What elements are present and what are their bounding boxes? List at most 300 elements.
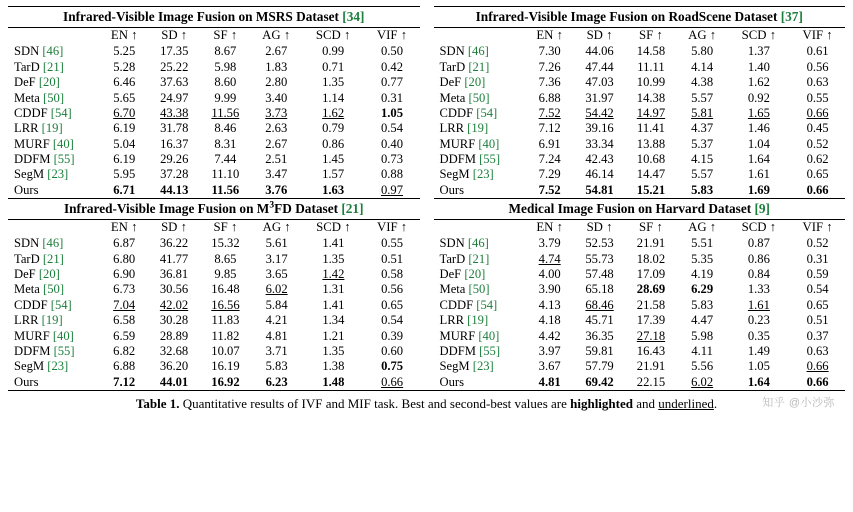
table-cell	[728, 167, 791, 182]
row-method-label	[434, 90, 526, 105]
cell-value: 4.19	[691, 267, 714, 282]
table-cell	[790, 252, 845, 267]
cell-value: 17.39	[636, 313, 666, 328]
cell-value: 31.78	[160, 121, 189, 136]
citation-msrs: [34]	[342, 9, 365, 24]
method-name: SegM	[439, 359, 470, 374]
table-row	[434, 60, 846, 75]
cell-value: 5.51	[691, 236, 714, 251]
table-row	[8, 328, 420, 343]
row-method-label	[8, 90, 100, 105]
method-name: MURF	[14, 136, 50, 151]
cell-value: 16.43	[636, 343, 666, 358]
table-cell	[574, 106, 625, 121]
cell-value: 14.47	[636, 167, 666, 182]
table-cell	[728, 252, 791, 267]
table-cell	[365, 267, 420, 282]
row-method-label	[434, 375, 526, 390]
method-name: MURF	[14, 328, 50, 343]
table-cell	[677, 121, 728, 136]
cell-value: 7.52	[538, 182, 561, 197]
table-cell	[251, 183, 302, 198]
table-cell	[302, 313, 365, 328]
table-block-m3fd	[8, 198, 427, 390]
method-citation: [54]	[476, 297, 498, 312]
table-cell	[526, 344, 574, 359]
table-cell	[148, 267, 199, 282]
table-cell	[100, 106, 148, 121]
table-cell	[790, 344, 845, 359]
cell-value: 0.31	[380, 90, 404, 105]
cell-value: 0.60	[381, 343, 404, 358]
cell-value: 30.56	[159, 282, 189, 297]
method-name: DDFM	[439, 343, 476, 358]
row-method-label	[8, 183, 100, 198]
table-cell	[200, 236, 251, 251]
table-cell	[200, 44, 251, 59]
cell-value: 1.45	[322, 152, 345, 166]
table-cell	[365, 75, 420, 90]
cell-value: 5.57	[691, 167, 714, 182]
cell-value: 15.32	[211, 236, 240, 251]
cell-value: 6.29	[691, 282, 714, 297]
header-scd: SCD ↑	[315, 28, 351, 43]
cell-value: 47.44	[585, 59, 614, 74]
method-citation: [19]	[467, 121, 489, 136]
table-cell	[677, 75, 728, 90]
table-cell	[200, 252, 251, 267]
table-block-harvard	[427, 198, 846, 390]
method-name: DDFM	[14, 152, 51, 166]
row-method-label	[434, 359, 526, 374]
table-cell	[200, 90, 251, 105]
table-cell	[526, 375, 574, 390]
cell-value: 0.86	[322, 136, 345, 151]
cell-value: 7.12	[538, 121, 561, 136]
table-cell	[677, 236, 728, 251]
cell-value: 0.37	[806, 328, 829, 343]
table-cell	[251, 44, 302, 59]
cell-value: 0.61	[806, 44, 829, 59]
table-cell	[526, 167, 574, 182]
method-citation: [54]	[50, 297, 72, 312]
header-scd: SCD ↑	[316, 220, 351, 235]
table-cell	[148, 252, 199, 267]
cell-value: 0.66	[806, 182, 829, 197]
method-name: DeF	[14, 267, 36, 282]
table-cell	[302, 375, 365, 390]
table-cell	[574, 167, 625, 182]
table-cell	[302, 106, 365, 121]
cell-value: 21.91	[636, 236, 666, 251]
cell-value: 36.20	[159, 359, 189, 374]
method-citation: [40]	[478, 136, 500, 151]
header-sd: SD ↑	[586, 28, 613, 43]
table-cell	[365, 313, 420, 328]
table-cell	[200, 298, 251, 313]
table-cell	[574, 60, 625, 75]
cell-value: 37.63	[160, 75, 189, 90]
tables-bottom-row	[8, 198, 845, 390]
cell-value: 5.95	[113, 167, 136, 182]
table-cell	[526, 267, 574, 282]
citation-m3fd: [21]	[341, 200, 364, 216]
table-cell	[728, 298, 791, 313]
table-cell	[200, 136, 251, 151]
table-cell	[526, 121, 574, 136]
cell-value: 0.66	[806, 359, 829, 374]
cell-value: 17.35	[160, 44, 189, 59]
table-cell	[574, 267, 625, 282]
cell-value: 0.65	[806, 167, 829, 182]
method-name: DeF	[439, 267, 462, 282]
row-method-label	[8, 106, 100, 121]
cell-value: 6.71	[113, 182, 136, 197]
cell-value: 4.37	[691, 121, 714, 136]
method-name: LRR	[14, 121, 39, 136]
cell-value: 46.14	[585, 167, 614, 182]
cell-value: 1.31	[322, 282, 345, 297]
table-cell	[251, 121, 302, 136]
table-cell	[251, 267, 302, 282]
table-row	[434, 328, 846, 343]
cell-value: 5.57	[691, 90, 714, 105]
row-method-label	[8, 152, 100, 167]
table-cell	[526, 359, 574, 374]
table-cell	[625, 152, 676, 167]
method-name: Ours	[14, 374, 39, 389]
table-cell	[365, 236, 420, 251]
cell-value: 8.31	[214, 136, 237, 151]
cell-value: 5.81	[691, 105, 714, 120]
cell-value: 57.48	[585, 267, 614, 282]
cell-value: 0.58	[381, 267, 404, 282]
header-sd: SD ↑	[161, 28, 188, 43]
table-cell	[302, 252, 365, 267]
table-cell	[100, 267, 148, 282]
method-citation: [54]	[50, 105, 72, 120]
table-cell	[148, 121, 200, 136]
table-harvard	[434, 220, 846, 390]
cell-value: 14.38	[636, 90, 666, 105]
table-body-roadscene	[434, 44, 846, 198]
method-name: TarD	[439, 59, 466, 74]
table-cell	[526, 152, 574, 167]
cell-value: 6.19	[113, 121, 136, 136]
cell-value: 6.82	[113, 343, 136, 358]
table-cell	[200, 121, 251, 136]
cell-value: 6.73	[113, 282, 136, 297]
cell-value: 54.81	[585, 182, 614, 197]
table-cell	[365, 44, 420, 59]
cell-value: 5.98	[691, 328, 714, 343]
table-header-row	[8, 220, 420, 236]
cell-value: 37.28	[160, 167, 189, 182]
method-citation: [23]	[47, 167, 69, 182]
table-cell	[625, 75, 676, 90]
cell-value: 18.02	[636, 251, 666, 266]
cell-value: 10.68	[636, 152, 666, 166]
table-row	[434, 313, 846, 328]
table-cell	[148, 136, 200, 151]
table-row	[8, 90, 420, 105]
table-cell	[728, 344, 791, 359]
cell-value: 6.02	[691, 374, 714, 389]
table-block-roadscene	[427, 6, 846, 198]
table-cell	[251, 328, 302, 343]
method-citation: [46]	[467, 236, 489, 251]
cell-value: 0.62	[806, 152, 829, 166]
table-cell	[148, 152, 200, 167]
cell-value: 5.35	[691, 251, 714, 266]
method-name: TarD	[439, 251, 466, 266]
table-cell	[677, 344, 728, 359]
method-citation: [20]	[464, 267, 486, 282]
cell-value: 1.57	[322, 167, 345, 182]
table-cell	[200, 359, 251, 374]
method-citation: [50]	[43, 282, 65, 297]
cell-value: 5.25	[113, 44, 136, 59]
table-cell	[302, 267, 365, 282]
cell-value: 0.65	[381, 297, 404, 312]
cell-value: 11.41	[637, 121, 665, 136]
table-cell	[526, 90, 574, 105]
cell-value: 0.97	[380, 182, 404, 197]
table-cell	[574, 375, 625, 390]
table-cell	[100, 136, 148, 151]
watermark: 知乎 @小沙弥	[762, 397, 835, 410]
table-cell	[677, 167, 728, 182]
cell-value: 69.42	[585, 374, 614, 389]
cell-value: 0.66	[806, 374, 829, 389]
method-citation: [20]	[38, 267, 60, 282]
table-row	[434, 90, 846, 105]
table-cell	[100, 236, 148, 251]
method-name: Ours	[14, 182, 39, 197]
table-cell	[526, 236, 574, 251]
method-name: Meta	[439, 90, 466, 105]
cell-value: 3.73	[265, 105, 288, 120]
cell-value: 0.42	[380, 59, 404, 74]
table-cell	[677, 90, 728, 105]
method-citation: [21]	[468, 59, 490, 74]
cell-value: 7.36	[538, 75, 561, 90]
cell-value: 0.54	[806, 282, 829, 297]
table-cell	[677, 375, 728, 390]
table-cell	[625, 44, 676, 59]
row-method-label	[8, 121, 100, 136]
cell-value: 6.19	[113, 152, 136, 166]
cell-value: 5.56	[691, 359, 714, 374]
table-cell	[302, 152, 365, 167]
cell-value: 3.65	[265, 267, 288, 282]
table-cell	[728, 183, 791, 198]
table-cell	[100, 167, 148, 182]
row-method-label	[434, 328, 526, 343]
cell-value: 1.63	[322, 182, 345, 197]
method-name: TarD	[14, 251, 40, 266]
table-cell	[302, 359, 365, 374]
table-cell	[677, 267, 728, 282]
table-cell	[790, 298, 845, 313]
table-row	[8, 44, 420, 59]
table-cell	[574, 359, 625, 374]
header-sf: SF ↑	[639, 28, 663, 43]
table-cell	[728, 236, 791, 251]
row-method-label	[434, 267, 526, 282]
cell-value: 1.49	[747, 343, 770, 358]
method-name: CDDF	[439, 297, 474, 312]
cell-value: 6.88	[538, 90, 561, 105]
row-method-label	[8, 252, 100, 267]
table-row	[8, 106, 420, 121]
method-citation: [50]	[468, 90, 490, 105]
method-name: DeF	[14, 75, 36, 90]
table-cell	[100, 75, 148, 90]
cell-value: 6.70	[113, 105, 136, 120]
table-cell	[728, 75, 791, 90]
cell-value: 0.92	[747, 90, 770, 105]
cell-value: 25.22	[160, 59, 189, 74]
cell-value: 4.15	[691, 152, 714, 166]
table-cell	[148, 44, 200, 59]
cell-value: 1.40	[747, 59, 770, 74]
table-cell	[100, 298, 148, 313]
table-cell	[200, 183, 251, 198]
cell-value: 1.46	[747, 121, 770, 136]
caption-text-3: .	[713, 395, 718, 411]
cell-value: 7.12	[113, 374, 136, 389]
method-citation: [21]	[42, 251, 64, 266]
table-cell	[728, 44, 791, 59]
cell-value: 0.86	[747, 251, 770, 266]
table-cell	[100, 375, 148, 390]
method-citation: [54]	[476, 105, 498, 120]
cell-value: 44.06	[585, 44, 614, 59]
table-cell	[728, 106, 791, 121]
table-cell	[728, 375, 791, 390]
table-cell	[677, 152, 728, 167]
cell-value: 47.03	[585, 75, 614, 90]
caption-highlighted: highlighted	[570, 395, 633, 411]
table-body-harvard	[434, 236, 846, 390]
cell-value: 36.35	[585, 328, 614, 343]
method-citation: [55]	[53, 343, 75, 358]
table-cell	[790, 236, 845, 251]
table-cell	[625, 267, 676, 282]
row-method-label	[434, 167, 526, 182]
row-method-label	[434, 152, 526, 167]
method-citation: [40]	[52, 328, 74, 343]
table-cell	[200, 313, 251, 328]
table-row	[8, 75, 420, 90]
cell-value: 3.90	[538, 282, 561, 297]
cell-value: 28.89	[159, 328, 189, 343]
cell-value: 1.41	[322, 297, 345, 312]
table-title-m3fd	[8, 199, 420, 219]
table-cell	[526, 106, 574, 121]
table-cell	[728, 90, 791, 105]
header-en: EN ↑	[110, 28, 138, 43]
table-cell	[625, 359, 676, 374]
table-cell	[625, 282, 676, 297]
table-row	[8, 152, 420, 167]
cell-value: 1.64	[747, 374, 770, 389]
method-citation: [19]	[467, 313, 489, 328]
table-cell	[625, 344, 676, 359]
table-row	[434, 298, 846, 313]
table-cell	[251, 298, 302, 313]
cell-value: 11.10	[211, 167, 240, 182]
table-cell	[148, 75, 200, 90]
table-cell	[365, 282, 420, 297]
header-method	[8, 28, 100, 44]
table-cell	[728, 313, 791, 328]
row-method-label	[8, 282, 100, 297]
cell-value: 1.05	[747, 359, 770, 374]
table-row	[8, 167, 420, 182]
table-cell	[790, 90, 845, 105]
cell-value: 36.22	[159, 236, 189, 251]
table-body-m3fd	[8, 236, 420, 390]
table-cell	[251, 359, 302, 374]
method-name: MURF	[439, 136, 476, 151]
table-cell	[574, 313, 625, 328]
row-method-label	[8, 44, 100, 59]
cell-value: 24.97	[160, 90, 189, 105]
header-vif: VIF ↑	[376, 28, 408, 43]
cell-value: 5.83	[691, 297, 714, 312]
table-cell	[574, 298, 625, 313]
table-cell	[302, 236, 365, 251]
header-sf: SF ↑	[213, 220, 238, 235]
cell-value: 27.18	[636, 328, 666, 343]
cell-value: 30.28	[159, 313, 189, 328]
table-row	[434, 252, 846, 267]
table-title-msrs-text: Infrared-Visible Image Fusion on MSRS Dataset	[63, 9, 339, 24]
method-name: DDFM	[14, 343, 51, 358]
method-name: SDN	[439, 44, 465, 59]
table-cell	[100, 328, 148, 343]
table-body-msrs	[8, 44, 420, 198]
table-cell	[100, 121, 148, 136]
table-cell	[148, 90, 200, 105]
table-cell	[625, 298, 676, 313]
table-cell	[790, 375, 845, 390]
table-cell	[728, 152, 791, 167]
cell-value: 11.56	[211, 182, 240, 197]
caption-text-2: and	[632, 395, 659, 411]
table-cell	[574, 183, 625, 198]
method-name: DDFM	[439, 152, 476, 166]
table-cell	[526, 60, 574, 75]
tables-top-row	[8, 6, 845, 198]
cell-value: 68.46	[585, 297, 614, 312]
cell-value: 1.14	[322, 90, 345, 105]
method-citation: [21]	[42, 59, 64, 74]
cell-value: 0.56	[381, 282, 404, 297]
row-method-label	[434, 282, 526, 297]
table-cell	[790, 136, 845, 151]
table-cell	[574, 136, 625, 151]
table-row	[8, 236, 420, 251]
table-cell	[574, 344, 625, 359]
caption-label: Table 1.	[135, 395, 180, 411]
table-cell	[728, 359, 791, 374]
table-cell	[728, 121, 791, 136]
cell-value: 6.91	[538, 136, 561, 151]
cell-value: 0.51	[381, 251, 404, 266]
